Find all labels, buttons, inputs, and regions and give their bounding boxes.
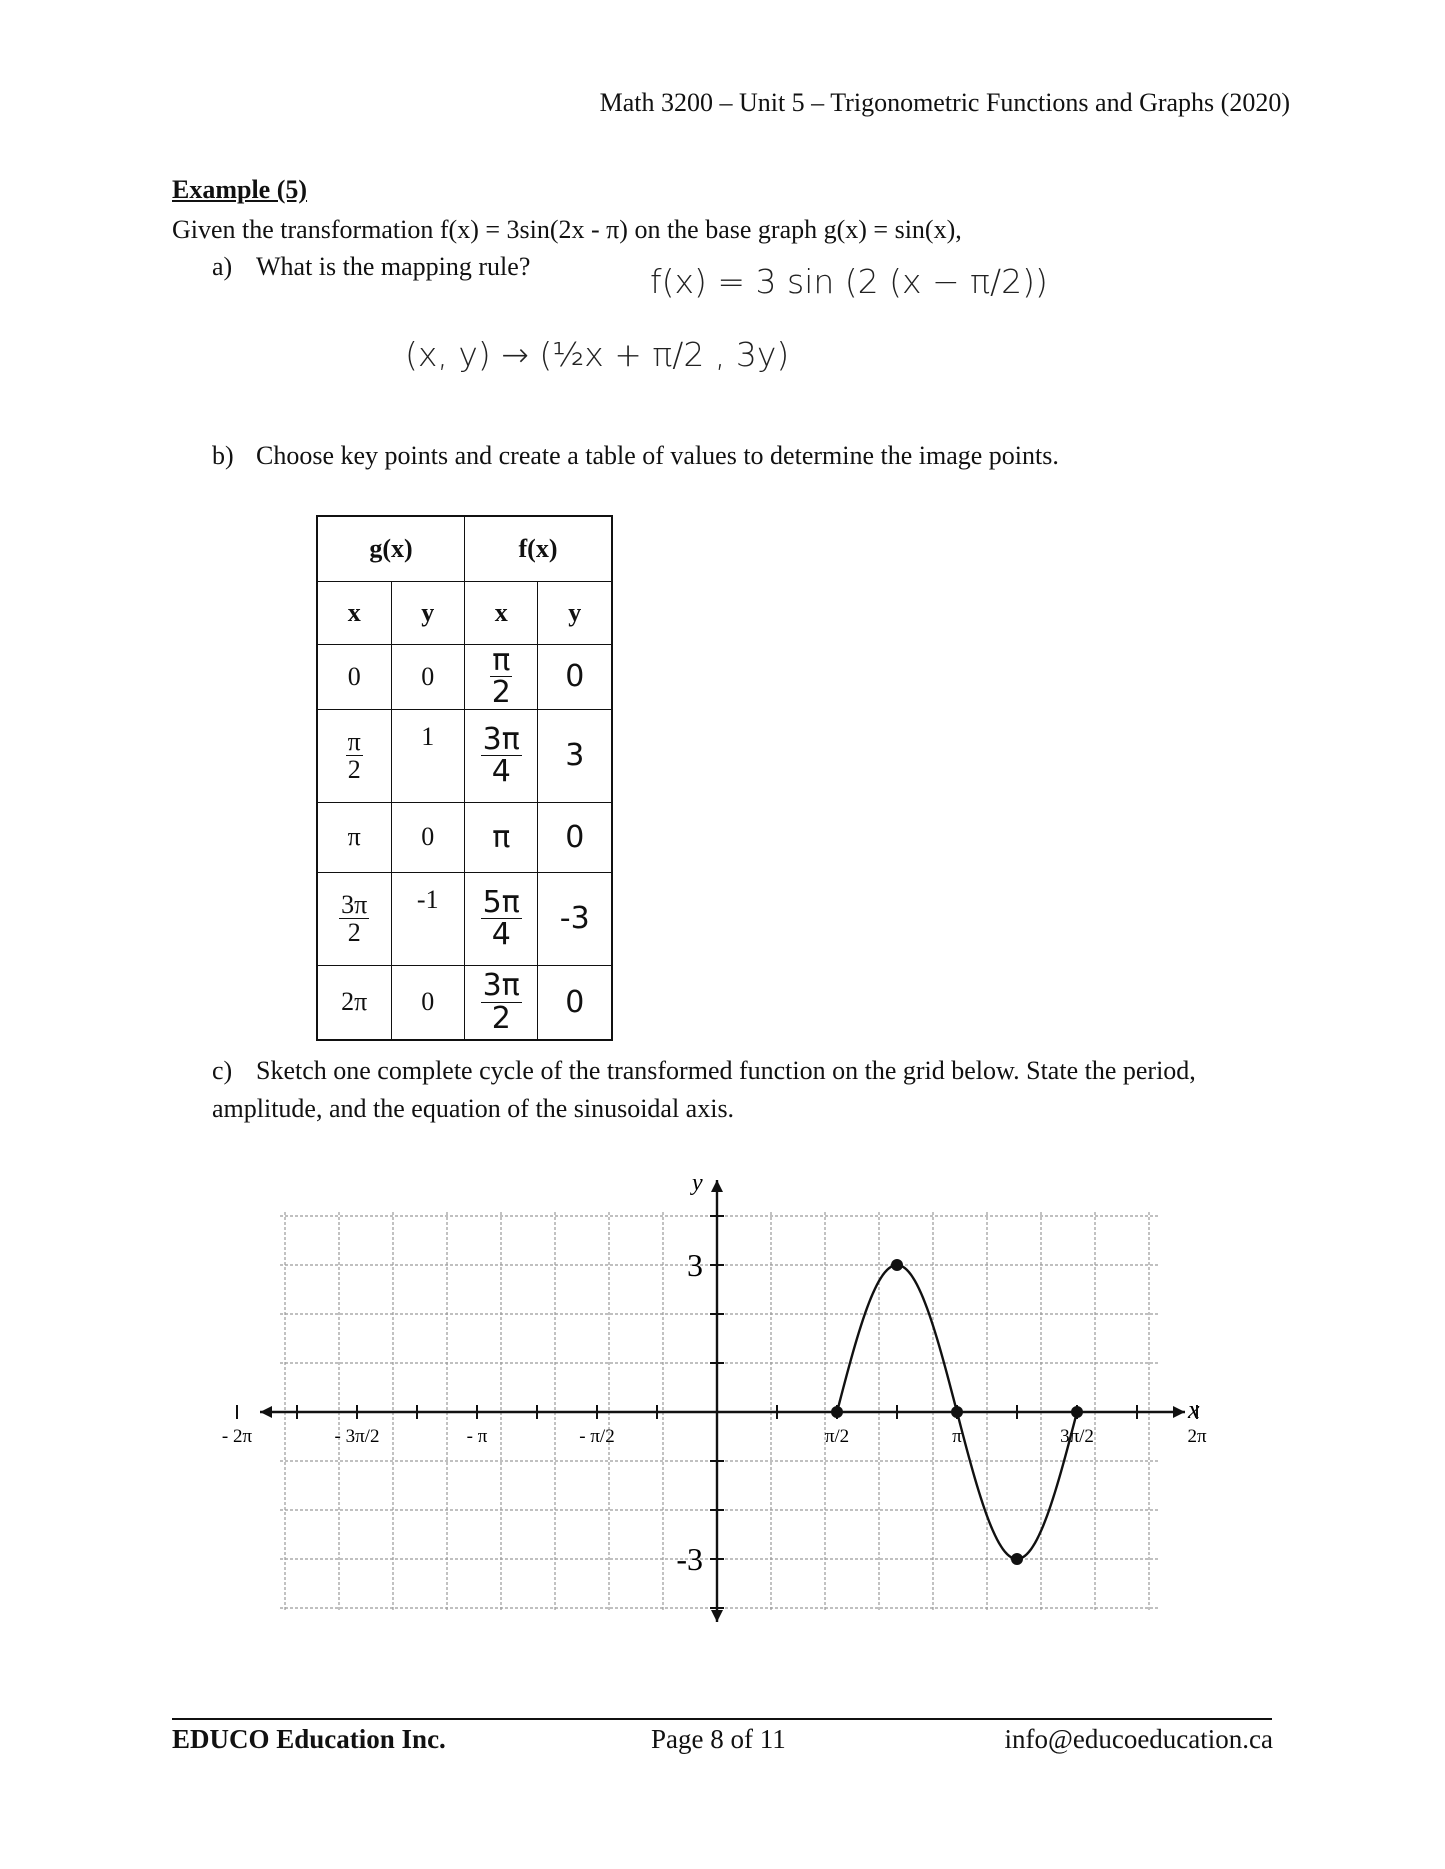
table-row <box>317 644 612 709</box>
question-a <box>212 252 530 282</box>
example-title: Example (5) <box>172 175 308 204</box>
col-header-gx-y: y <box>391 581 465 644</box>
footer-divider <box>172 1718 1272 1720</box>
cell-gx: π <box>317 802 391 872</box>
cell-gx: 0 <box>317 644 391 709</box>
table-row <box>317 965 612 1040</box>
cell-gy: 0 <box>391 965 465 1040</box>
page-header: Math 3200 – Unit 5 – Trigonometric Functions and Graphs (2020) <box>599 88 1290 117</box>
data-point <box>1071 1406 1083 1418</box>
x-axis-label: x <box>1188 1395 1200 1424</box>
x-tick-label: π <box>952 1426 962 1447</box>
x-axis-arrow <box>1173 1406 1185 1418</box>
y-tick-label: 3 <box>687 1247 703 1283</box>
cell-fx: $\frac{3\pi}{4}$ <box>465 709 538 802</box>
col-header-gx-x: x <box>317 581 391 644</box>
cell-fy: -3 <box>538 872 612 965</box>
x-tick-label: - π <box>466 1426 488 1447</box>
y-axis-arrow-down <box>711 1610 723 1622</box>
question-c-text: Sketch one complete cycle of the transformed function on the grid below. State the period, amplitude, and the equation of the sinusoidal axis. <box>212 1056 1196 1123</box>
x-axis-arrow-left <box>260 1406 272 1418</box>
graph-axes <box>260 1170 1200 1622</box>
cell-gy: 1 <box>391 709 465 802</box>
y-tick-label: -3 <box>676 1541 703 1577</box>
footer-page-number: Page 8 of 11 <box>651 1724 786 1754</box>
cell-gx: $\frac{\pi}{2}$ <box>317 709 391 802</box>
cell-fx: $\frac{5\pi}{4}$ <box>465 872 538 965</box>
x-tick-label: 2π <box>1187 1426 1207 1447</box>
question-a-label: a) <box>212 252 233 281</box>
question-b-text: Choose key points and create a table of values to determine the image points. <box>256 441 1059 470</box>
question-b <box>212 441 1059 471</box>
cell-fy: 0 <box>538 965 612 1040</box>
data-point <box>891 1259 903 1271</box>
cell-fx: $\frac{3\pi}{2}$ <box>465 965 538 1040</box>
table-row <box>317 872 612 965</box>
col-header-fx-x: x <box>465 581 538 644</box>
question-c <box>212 1052 1302 1128</box>
cell-gy: -1 <box>391 872 465 965</box>
cell-gx: 2π <box>317 965 391 1040</box>
x-tick-label: - 2π <box>221 1426 253 1447</box>
y-axis-label: y <box>692 1170 703 1196</box>
cell-gx: $\frac{3\pi}{2}$ <box>317 872 391 965</box>
handwritten-mapping-rule: (x, y) → (½x + π/2 , 3y) <box>405 335 790 374</box>
cell-fy: 0 <box>538 802 612 872</box>
cell-gy: 0 <box>391 802 465 872</box>
x-tick-label: 3π/2 <box>1060 1426 1094 1447</box>
question-c-label: c) <box>212 1056 233 1085</box>
footer-email: info@educoeducation.ca <box>1004 1724 1273 1754</box>
question-b-label: b) <box>212 441 234 470</box>
group-header-gx: g(x) <box>317 516 465 581</box>
table-row <box>317 709 612 802</box>
table-of-values <box>316 515 613 1041</box>
given-statement: Given the transformation f(x) = 3sin(2x - π) on the base graph g(x) = sin(x), <box>172 215 962 244</box>
x-tick-label: π/2 <box>824 1426 850 1447</box>
cell-fy: 0 <box>538 644 612 709</box>
sketch-graph <box>221 1160 1210 1630</box>
table-row <box>317 802 612 872</box>
col-header-fx-y: y <box>538 581 612 644</box>
question-a-text: What is the mapping rule? <box>256 252 531 281</box>
cell-gy: 0 <box>391 644 465 709</box>
group-header-fx: f(x) <box>465 516 613 581</box>
x-tick-label: - π/2 <box>579 1426 615 1447</box>
footer-company: EDUCO Education Inc. <box>172 1724 446 1754</box>
data-point <box>951 1406 963 1418</box>
cell-fx: $\frac{\pi}{2}$ <box>465 644 538 709</box>
cell-fy: 3 <box>538 709 612 802</box>
cell-fx: π <box>465 802 538 872</box>
handwritten-function: f(x) = 3 sin (2 (x − π/2)) <box>650 262 1048 301</box>
y-axis-arrow <box>711 1180 723 1192</box>
data-point <box>831 1406 843 1418</box>
x-tick-label: - 3π/2 <box>334 1426 380 1447</box>
data-point <box>1011 1553 1023 1565</box>
